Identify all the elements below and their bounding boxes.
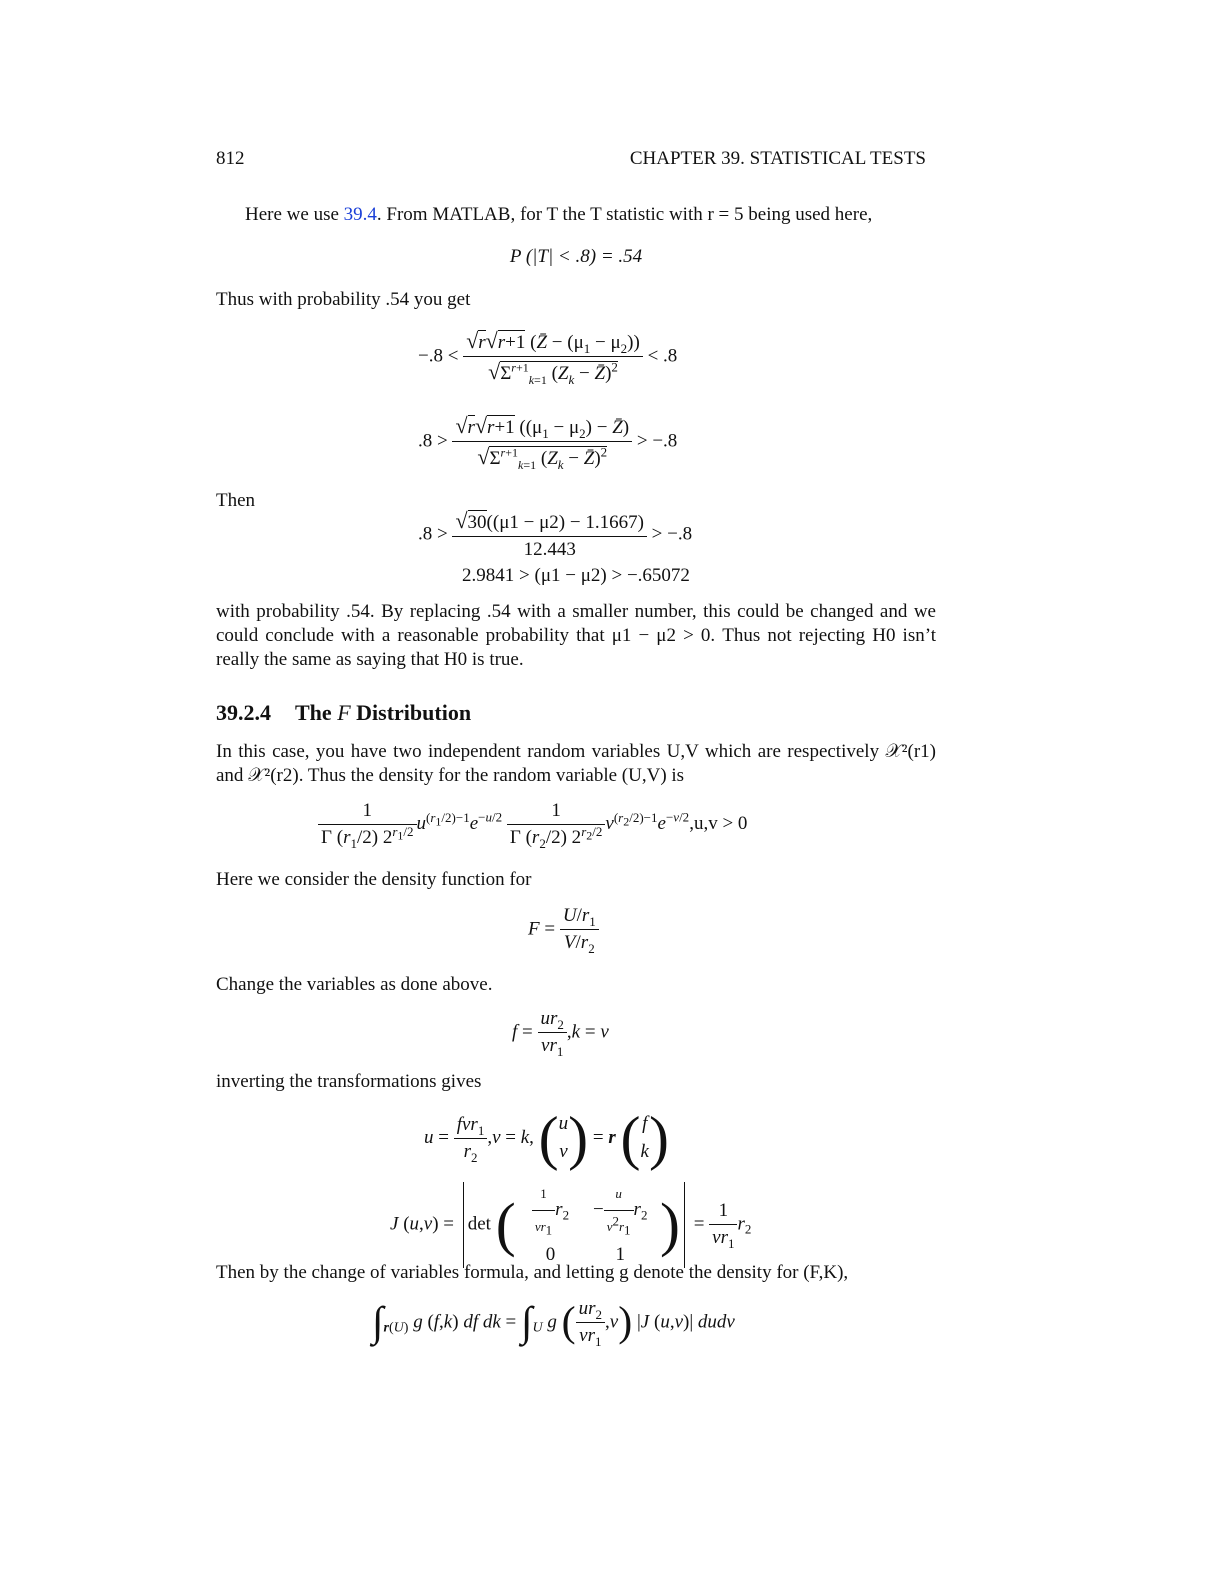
consider-line: Here we consider the density function for xyxy=(216,869,532,890)
inequality-3-denominator: 12.443 xyxy=(452,536,646,561)
inequality-3-numerator: ((μ1 − μ2) − 1.1667) xyxy=(486,512,644,533)
integral-equation: $\int_{r(U)}$ g (f,k) df dk = $\int_U$ g ( $\frac{ur_2}{vr_1}$ ,v) |J (u,v)| dudv xyxy=(372,1298,735,1349)
density-tail: ,u,v > 0 xyxy=(689,812,748,834)
jacobian-formula: J (u,v) = det ( $\frac{1}{vr_1}$ $r_2$ − $\frac{u}{v^2r_1}$ $r_2$ 0 1 ) = $\frac{1}{vr_1}$ $r_2$ xyxy=(390,1180,751,1269)
thus-line: Thus with probability .54 you get xyxy=(216,289,471,310)
section-title-pre: The xyxy=(295,700,338,725)
inverse-transformation: u = $\frac{fvr_1}{r_2}$ ,v = k, (u v) = r (f k) xyxy=(424,1105,669,1171)
inverting-line: inverting the transformations gives xyxy=(216,1071,482,1092)
chapter-header: CHAPTER 39. STATISTICAL TESTS xyxy=(629,148,926,169)
fk-vector: f k xyxy=(640,1113,649,1162)
inequality-1-right: < .8 xyxy=(647,345,678,367)
inequality-2-left: .8 > xyxy=(418,430,448,452)
conclusion-paragraph: with probability .54. By replacing .54 with a smaller number, this could be changed and we could conclude with a reasonable probability that μ1 − μ2 > 0. Thus not rejecting H0 isn’t really the same as saying that H0 is true. xyxy=(216,601,936,670)
density-formula: $\frac{1}{\Gamma (r_1/2) 2^{r_1/2}}$ $u^{(r_1/2)-1}e^{-u/2}$ $\frac{1}{\Gamma (r_2/2) 2^{r_2/2}}$ $v^{(r_2/2)-1}e^{-v/2},u,v > 0$ xyxy=(318,800,747,849)
section-title-post: Distribution xyxy=(350,700,472,725)
probability-equation xyxy=(216,246,936,268)
inequality-3 xyxy=(418,508,692,561)
section-title-var: F xyxy=(337,700,351,725)
inequality-2 xyxy=(418,413,677,470)
probability-equation-text: P (|T| < .8) = .54 xyxy=(509,246,643,267)
density-fraction-2: $\frac{1}{\Gamma (r_2/2) 2^{r_2/2}}$ xyxy=(507,800,606,849)
section-heading xyxy=(216,700,471,726)
inequality-2-fraction: $\frac{√r√r+1 ((\mu_1 - \mu_2) - Z̄)}{√\Sigma^{r+1}_{k=1} (Z_k - Z̄)^2}$ xyxy=(452,413,632,470)
change-line: Change the variables as done above. xyxy=(216,974,493,995)
jacobian-matrix: $\frac{1}{vr_1}$ $r_2$ − $\frac{u}{v^2r_1}$ $r_2$ 0 1 xyxy=(520,1180,655,1269)
f-k-substitution: f = $\frac{ur_2}{vr_1}$ ,k = v xyxy=(512,1008,609,1059)
page-number: 812 xyxy=(216,148,245,169)
intro-text-pre: Here we use xyxy=(245,204,344,225)
f-substitution-fraction: $\frac{ur_2}{vr_1}$ xyxy=(538,1008,567,1057)
inequality-3-left: .8 > xyxy=(418,523,448,545)
density-fraction-1: $\frac{1}{\Gamma (r_1/2) 2^{r_1/2}}$ xyxy=(318,800,417,849)
inequality-1-fraction: $\frac{√r√r+1 (Z̄ - (\mu_1 - \mu_2))}{√\Sigma^{r+1}_{k=1} (Z_k - Z̄)^2}$ xyxy=(463,328,643,385)
inequality-1-left: −.8 < xyxy=(418,345,459,367)
inequality-2-right: > −.8 xyxy=(636,430,678,452)
integral-fraction: $\frac{ur_2}{vr_1}$ xyxy=(576,1298,605,1347)
intro-paragraph xyxy=(245,204,872,226)
f-fraction: $\frac{U/r_1}{V/r_2}$ xyxy=(560,905,599,954)
change-formula-line: Then by the change of variables formula, and letting g denote the density for (F,K), xyxy=(216,1262,849,1283)
section-number: 39.2.4 xyxy=(216,700,271,725)
f-definition: F = $\frac{U/r_1}{V/r_2}$ xyxy=(528,905,599,954)
inequality-3-fraction: $\frac{√30((\mu 1 - \mu 2) - 1.1667)}{12.443}$ xyxy=(452,508,646,561)
equation-reference-link[interactable]: 39.4 xyxy=(343,204,377,225)
section-paragraph: In this case, you have two independent random variables U,V which are respectively 𝒳²(r1) and 𝒳²(r2). Thus the density for the random variable (U,V) is xyxy=(216,741,936,786)
uv-vector: u v xyxy=(558,1113,569,1162)
inequality-3-right: > −.8 xyxy=(651,523,693,545)
jacobian-result: $\frac{1}{vr_1}$ xyxy=(709,1200,737,1249)
intro-text-post: . From MATLAB, for T the T statistic with r = 5 being used here, xyxy=(376,204,873,225)
then-label: Then xyxy=(216,490,256,511)
inequality-1 xyxy=(418,328,677,385)
inverse-fraction: $\frac{fvr_1}{r_2}$ xyxy=(454,1114,488,1163)
inequality-4: 2.9841 > (μ1 − μ2) > −.65072 xyxy=(462,565,690,586)
